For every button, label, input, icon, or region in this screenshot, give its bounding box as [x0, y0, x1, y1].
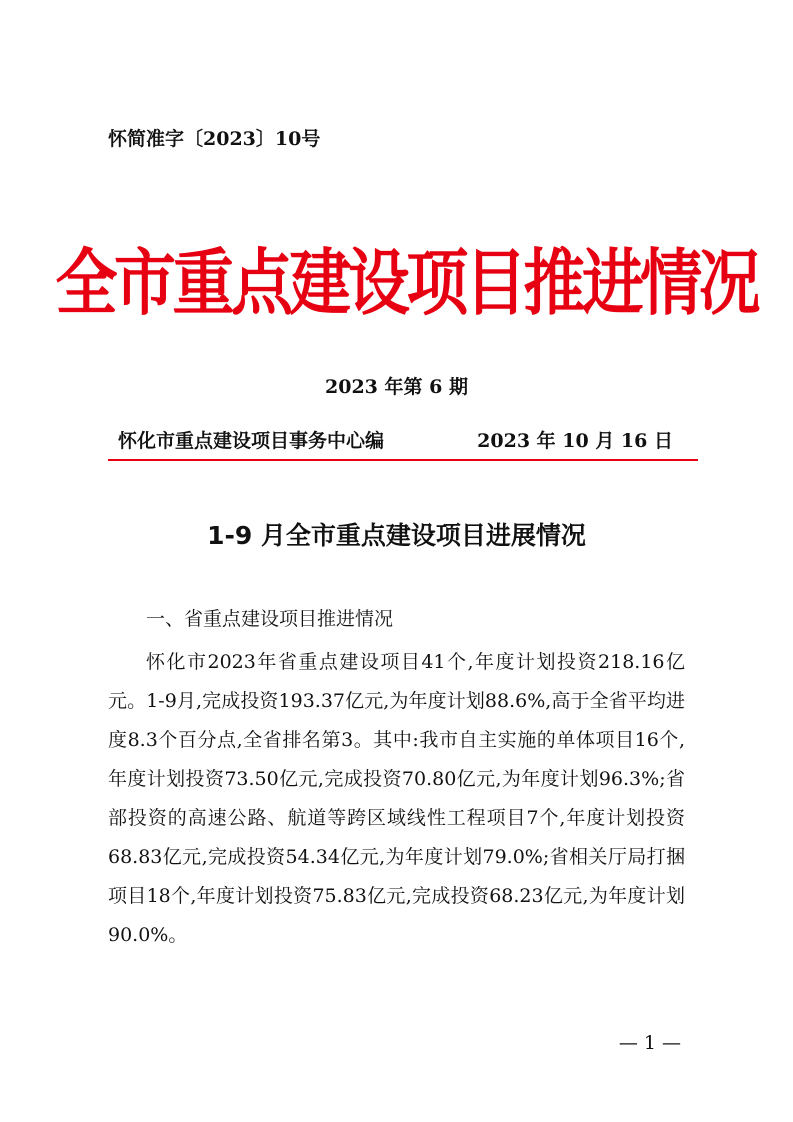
page-number: — 1 —	[618, 1032, 681, 1054]
issue-number: 2023 年第 6 期	[325, 376, 468, 398]
section-heading: 一、省重点建设项目推进情况	[146, 608, 394, 630]
publish-date: 2023 年 10 月 16 日	[477, 430, 673, 452]
masthead-title: 全市重点建设项目推进情况	[55, 240, 758, 325]
article-title: 1-9 月全市重点建设项目进展情况	[207, 521, 586, 550]
editor-line: 怀化市重点建设项目事务中心编	[118, 430, 385, 452]
red-divider	[108, 459, 698, 461]
body-paragraph: 怀化市2023年省重点建设项目41个,年度计划投资218.16亿元。1-9月,完成投资193.37亿元,为年度计划88.6%,高于全省平均进度8.3个百分点,全省排名第3。其中:我市自主实施的单体项目16个,年度计划投资73.50亿元,完成投资70.80亿元,为年度计划96.3%;省部投资的高速公路、航道等跨区域线性工程项目7个,年度计划投资68.83亿元,完成投资54.34亿元,为年度计划79.0%;省相关厅局打捆项目18个,年度计划投资75.83亿元,完成投资68.23亿元,为年度计划90.0%。	[108, 651, 685, 946]
doc-number: 怀简准字〔2023〕10号	[108, 128, 321, 150]
